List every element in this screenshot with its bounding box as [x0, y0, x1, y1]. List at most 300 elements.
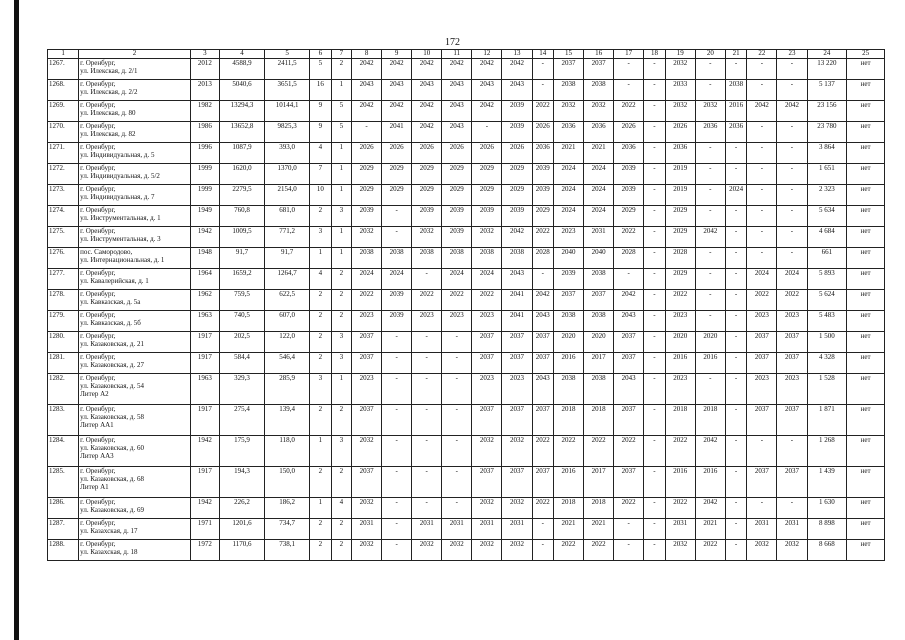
data-cell: 2021 [584, 143, 614, 164]
address-cell [79, 185, 191, 206]
data-cell: - [614, 519, 644, 540]
data-cell: 329,3 [219, 374, 264, 405]
data-cell: 3 [310, 374, 331, 405]
data-cell: - [382, 498, 412, 519]
data-cell: 2043 [442, 80, 472, 101]
data-cell: 2029 [412, 185, 442, 206]
data-cell: 2023 [502, 374, 532, 405]
data-cell: - [725, 353, 746, 374]
data-cell: 622,5 [265, 290, 310, 311]
data-cell: нет [847, 353, 885, 374]
row-number-cell: 1271. [48, 143, 79, 164]
data-cell: 2 323 [807, 185, 847, 206]
data-cell: 2037 [747, 467, 777, 498]
data-cell: 1620,0 [219, 164, 264, 185]
table-row [48, 540, 885, 561]
table-row [48, 143, 885, 164]
data-cell: 3651,5 [265, 80, 310, 101]
data-cell: - [747, 206, 777, 227]
data-cell: 2029 [502, 185, 532, 206]
data-cell: 2 [310, 206, 331, 227]
data-cell: 2038 [725, 80, 746, 101]
data-cell: - [532, 269, 553, 290]
data-cell: 2042 [352, 101, 382, 122]
data-cell: 2 [331, 519, 351, 540]
address-cell [79, 206, 191, 227]
data-cell: 2018 [665, 405, 695, 436]
address-line: ул. Кавалерийская, д. 1 [80, 277, 149, 285]
data-cell: - [644, 164, 665, 185]
data-cell: 2016 [553, 353, 583, 374]
data-cell: 1 [310, 436, 331, 467]
data-cell: 2029 [502, 164, 532, 185]
data-cell: 2043 [502, 80, 532, 101]
data-cell: - [442, 353, 472, 374]
data-cell: - [352, 122, 382, 143]
data-cell: - [382, 206, 412, 227]
data-cell: - [644, 353, 665, 374]
row-number-cell: 1273. [48, 185, 79, 206]
data-cell: - [725, 374, 746, 405]
data-cell: 202,5 [219, 332, 264, 353]
address-line: ул. Казаковская, д. 54 [80, 382, 144, 390]
address-line: г. Оренбург, [80, 498, 116, 506]
data-cell: 2032 [502, 436, 532, 467]
data-cell: 2036 [584, 122, 614, 143]
row-number-cell: 1278. [48, 290, 79, 311]
data-cell: нет [847, 332, 885, 353]
data-cell: - [442, 436, 472, 467]
data-cell: 2036 [553, 122, 583, 143]
row-number-cell: 1269. [48, 101, 79, 122]
table-row [48, 436, 885, 467]
data-cell: - [777, 436, 807, 467]
data-cell: 2029 [352, 164, 382, 185]
data-cell: 13652,8 [219, 122, 264, 143]
table-row [48, 467, 885, 498]
data-cell: 2042 [502, 227, 532, 248]
data-cell: 760,8 [219, 206, 264, 227]
data-cell: 5 [331, 122, 351, 143]
data-cell: 2032 [665, 101, 695, 122]
data-cell: 2029 [472, 164, 502, 185]
address-line: г. Оренбург, [80, 540, 116, 548]
address-line: г. Оренбург, [80, 206, 116, 214]
address-line: ул. Казаковская, д. 68 [80, 475, 144, 483]
data-cell: 2037 [472, 467, 502, 498]
data-cell: 2021 [553, 519, 583, 540]
data-cell: 2041 [382, 122, 412, 143]
address-line: г. Оренбург, [80, 59, 116, 67]
data-cell: нет [847, 374, 885, 405]
column-header: 17 [614, 50, 644, 59]
data-cell: 23 156 [807, 101, 847, 122]
data-cell: нет [847, 498, 885, 519]
data-cell: 2032 [665, 59, 695, 80]
data-cell: 1917 [190, 332, 219, 353]
address-cell [79, 101, 191, 122]
address-cell [79, 80, 191, 101]
data-cell: 2022 [665, 436, 695, 467]
data-cell: - [695, 290, 725, 311]
column-header: 10 [412, 50, 442, 59]
address-cell [79, 374, 191, 405]
table-row [48, 290, 885, 311]
column-header: 7 [331, 50, 351, 59]
data-cell: 1659,2 [219, 269, 264, 290]
data-cell: - [725, 290, 746, 311]
table-row [48, 185, 885, 206]
column-header: 22 [747, 50, 777, 59]
data-cell: 2029 [472, 185, 502, 206]
data-cell: 2037 [553, 290, 583, 311]
table-row [48, 353, 885, 374]
row-number-cell: 1272. [48, 164, 79, 185]
column-header: 5 [265, 50, 310, 59]
data-cell: 2032 [352, 498, 382, 519]
data-cell: 2038 [442, 248, 472, 269]
data-cell: - [747, 185, 777, 206]
data-cell: 2023 [747, 374, 777, 405]
data-cell: 2037 [614, 467, 644, 498]
data-cell: 2039 [442, 206, 472, 227]
data-cell: 2018 [584, 405, 614, 436]
data-cell: 2022 [614, 227, 644, 248]
column-header: 18 [644, 50, 665, 59]
data-cell: 2042 [352, 59, 382, 80]
table-row [48, 405, 885, 436]
data-cell: 2037 [584, 290, 614, 311]
data-cell: 2020 [695, 332, 725, 353]
data-cell: 2024 [352, 269, 382, 290]
data-cell: - [725, 269, 746, 290]
data-cell: 2023 [553, 227, 583, 248]
address-cell [79, 248, 191, 269]
data-cell: - [644, 405, 665, 436]
data-cell: 2026 [532, 122, 553, 143]
data-cell: 1370,0 [265, 164, 310, 185]
data-cell: 1948 [190, 248, 219, 269]
column-header: 19 [665, 50, 695, 59]
data-cell: 5 893 [807, 269, 847, 290]
row-number-cell: 1274. [48, 206, 79, 227]
data-cell: - [747, 80, 777, 101]
data-cell: 2029 [665, 206, 695, 227]
address-cell [79, 311, 191, 332]
column-header: 11 [442, 50, 472, 59]
data-cell: 2031 [747, 519, 777, 540]
data-cell: 2024 [472, 269, 502, 290]
data-cell: 7 [310, 164, 331, 185]
data-cell: - [725, 164, 746, 185]
address-line: г. Оренбург, [80, 436, 116, 444]
data-cell: 2032 [442, 540, 472, 561]
address-cell [79, 353, 191, 374]
data-cell: - [412, 467, 442, 498]
address-cell [79, 164, 191, 185]
data-cell: - [747, 436, 777, 467]
data-cell: - [644, 185, 665, 206]
row-number-cell: 1276. [48, 248, 79, 269]
address-line: пос. Самородово, [80, 248, 133, 256]
data-cell: 2031 [665, 519, 695, 540]
data-cell: нет [847, 540, 885, 561]
address-line: г. Оренбург, [80, 374, 116, 382]
data-cell: 2038 [553, 374, 583, 405]
address-cell [79, 59, 191, 80]
data-cell: 2037 [532, 467, 553, 498]
address-cell [79, 227, 191, 248]
data-cell: 1963 [190, 311, 219, 332]
address-line: ул. Инструментальная, д. 1 [80, 214, 161, 222]
data-cell: 2029 [532, 206, 553, 227]
data-cell: 2022 [584, 540, 614, 561]
data-cell: 1917 [190, 353, 219, 374]
data-cell: 2022 [777, 290, 807, 311]
data-cell: 2024 [584, 164, 614, 185]
table-row [48, 227, 885, 248]
data-cell: 1264,7 [265, 269, 310, 290]
column-header: 12 [472, 50, 502, 59]
data-cell: - [644, 206, 665, 227]
data-cell: 2012 [190, 59, 219, 80]
data-cell: 2031 [472, 519, 502, 540]
address-line: ул. Илекская, д. 2/1 [80, 67, 138, 75]
data-cell: - [442, 467, 472, 498]
data-cell: 2022 [695, 540, 725, 561]
data-cell: 2 [331, 59, 351, 80]
data-cell: - [532, 80, 553, 101]
data-cell: - [644, 467, 665, 498]
data-cell: 2039 [382, 290, 412, 311]
table-row [48, 332, 885, 353]
data-cell: 3 [331, 206, 351, 227]
data-cell: 2038 [553, 311, 583, 332]
address-line: г. Оренбург, [80, 227, 116, 235]
data-cell: - [777, 248, 807, 269]
data-cell: нет [847, 122, 885, 143]
data-cell: нет [847, 290, 885, 311]
column-header: 25 [847, 50, 885, 59]
data-cell: - [777, 206, 807, 227]
row-number-cell: 1283. [48, 405, 79, 436]
data-cell: 1986 [190, 122, 219, 143]
data-cell: 2037 [747, 405, 777, 436]
data-cell: - [532, 519, 553, 540]
data-cell: 2042 [502, 59, 532, 80]
data-cell: 2 [310, 332, 331, 353]
data-cell: 1 528 [807, 374, 847, 405]
data-cell: 1 [331, 80, 351, 101]
data-cell: 2021 [695, 519, 725, 540]
data-cell: - [747, 122, 777, 143]
data-cell: - [614, 80, 644, 101]
address-line: Литер АА1 [80, 421, 114, 429]
data-cell: 2023 [352, 311, 382, 332]
data-cell: - [644, 436, 665, 467]
data-cell: - [695, 206, 725, 227]
data-cell: 2029 [412, 164, 442, 185]
address-line: г. Оренбург, [80, 269, 116, 277]
data-cell: 2039 [614, 185, 644, 206]
data-cell: нет [847, 248, 885, 269]
data-cell: - [412, 405, 442, 436]
column-header: 9 [382, 50, 412, 59]
address-line: ул. Илекская, д. 82 [80, 130, 136, 138]
data-cell: 607,0 [265, 311, 310, 332]
data-cell: - [747, 227, 777, 248]
data-cell: 2036 [695, 122, 725, 143]
data-cell: - [747, 143, 777, 164]
table-row [48, 122, 885, 143]
data-cell: 2037 [352, 353, 382, 374]
data-cell: 2037 [502, 405, 532, 436]
data-cell: 2028 [614, 248, 644, 269]
data-cell: - [382, 353, 412, 374]
data-cell: 1917 [190, 467, 219, 498]
data-cell: 1982 [190, 101, 219, 122]
row-number-cell: 1267. [48, 59, 79, 80]
registry-table [47, 49, 885, 561]
data-cell: 1 [331, 248, 351, 269]
data-cell: 2040 [553, 248, 583, 269]
address-line: ул. Казаковская, д. 60 [80, 444, 144, 452]
address-line: Литер АА3 [80, 452, 114, 460]
address-line: г. Оренбург, [80, 80, 116, 88]
data-cell: 2020 [665, 332, 695, 353]
data-cell: 2032 [665, 540, 695, 561]
data-cell: 2043 [614, 374, 644, 405]
data-cell: - [442, 405, 472, 436]
data-cell: 186,2 [265, 498, 310, 519]
table-row [48, 374, 885, 405]
data-cell: нет [847, 206, 885, 227]
data-cell: 2022 [553, 436, 583, 467]
address-line: г. Оренбург, [80, 164, 116, 172]
data-cell: 2032 [777, 540, 807, 561]
data-cell: 2039 [532, 185, 553, 206]
data-cell: 2020 [584, 332, 614, 353]
data-cell: 2036 [614, 143, 644, 164]
address-line: ул. Казахская, д. 17 [80, 527, 138, 535]
address-line: ул. Казаковская, д. 58 [80, 413, 144, 421]
data-cell: 91,7 [219, 248, 264, 269]
table-body [48, 59, 885, 561]
data-cell: 2037 [584, 59, 614, 80]
data-cell: - [614, 540, 644, 561]
data-cell: 2279,5 [219, 185, 264, 206]
data-cell: - [695, 311, 725, 332]
row-number-cell: 1284. [48, 436, 79, 467]
data-cell: 2016 [665, 467, 695, 498]
address-line: ул. Казахская, д. 18 [80, 548, 138, 556]
data-cell: - [777, 122, 807, 143]
address-line: г. Оренбург, [80, 185, 116, 193]
data-cell: - [777, 143, 807, 164]
data-cell: 2022 [614, 101, 644, 122]
data-cell: 2037 [472, 353, 502, 374]
data-cell: 150,0 [265, 467, 310, 498]
row-number-cell: 1286. [48, 498, 79, 519]
data-cell: 2037 [777, 332, 807, 353]
data-cell: - [644, 101, 665, 122]
data-cell: 2039 [502, 101, 532, 122]
data-cell: 2 [331, 269, 351, 290]
data-cell: 2018 [584, 498, 614, 519]
data-cell: 2022 [584, 436, 614, 467]
data-cell: - [695, 143, 725, 164]
data-cell: - [614, 269, 644, 290]
data-cell: 2043 [614, 311, 644, 332]
data-cell: - [777, 498, 807, 519]
data-cell: - [644, 519, 665, 540]
data-cell: 2024 [725, 185, 746, 206]
data-cell: 118,0 [265, 436, 310, 467]
binding-bar [14, 0, 19, 640]
data-cell: 2036 [532, 143, 553, 164]
data-cell: 2022 [472, 290, 502, 311]
data-cell: 2023 [777, 311, 807, 332]
data-cell: 226,2 [219, 498, 264, 519]
data-cell: - [644, 374, 665, 405]
data-cell: - [644, 143, 665, 164]
data-cell: 2029 [614, 206, 644, 227]
data-cell: 5 [331, 101, 351, 122]
data-cell: 2039 [382, 311, 412, 332]
data-cell: - [614, 59, 644, 80]
data-cell: нет [847, 227, 885, 248]
data-cell: 1 [331, 143, 351, 164]
data-cell: 2021 [584, 519, 614, 540]
data-cell: 2042 [382, 59, 412, 80]
address-cell [79, 332, 191, 353]
data-cell: - [777, 185, 807, 206]
data-cell: - [382, 540, 412, 561]
data-cell: 2 [331, 540, 351, 561]
data-cell: 2037 [777, 353, 807, 374]
data-cell: 393,0 [265, 143, 310, 164]
address-line: г. Оренбург, [80, 101, 116, 109]
data-cell: 2032 [553, 101, 583, 122]
data-cell: 2038 [553, 80, 583, 101]
data-cell: 3 [331, 332, 351, 353]
data-cell: 2028 [532, 248, 553, 269]
data-cell: - [644, 290, 665, 311]
data-cell: 584,4 [219, 353, 264, 374]
data-cell: 2024 [382, 269, 412, 290]
data-cell: 2032 [352, 436, 382, 467]
page-number: 172 [445, 37, 460, 48]
data-cell: 122,0 [265, 332, 310, 353]
data-cell: - [644, 227, 665, 248]
row-number-cell: 1279. [48, 311, 79, 332]
data-cell: 194,3 [219, 467, 264, 498]
data-cell: 2023 [777, 374, 807, 405]
data-cell: нет [847, 80, 885, 101]
row-number-cell: 1280. [48, 332, 79, 353]
data-cell: 2043 [382, 80, 412, 101]
data-cell: 2039 [352, 206, 382, 227]
data-cell: 2038 [584, 374, 614, 405]
data-cell: 2038 [472, 248, 502, 269]
data-cell: 2039 [502, 206, 532, 227]
data-cell: 2038 [584, 269, 614, 290]
row-number-cell: 1282. [48, 374, 79, 405]
address-line: г. Оренбург, [80, 332, 116, 340]
data-cell: 2032 [472, 227, 502, 248]
data-cell: 2 [331, 405, 351, 436]
address-cell [79, 519, 191, 540]
